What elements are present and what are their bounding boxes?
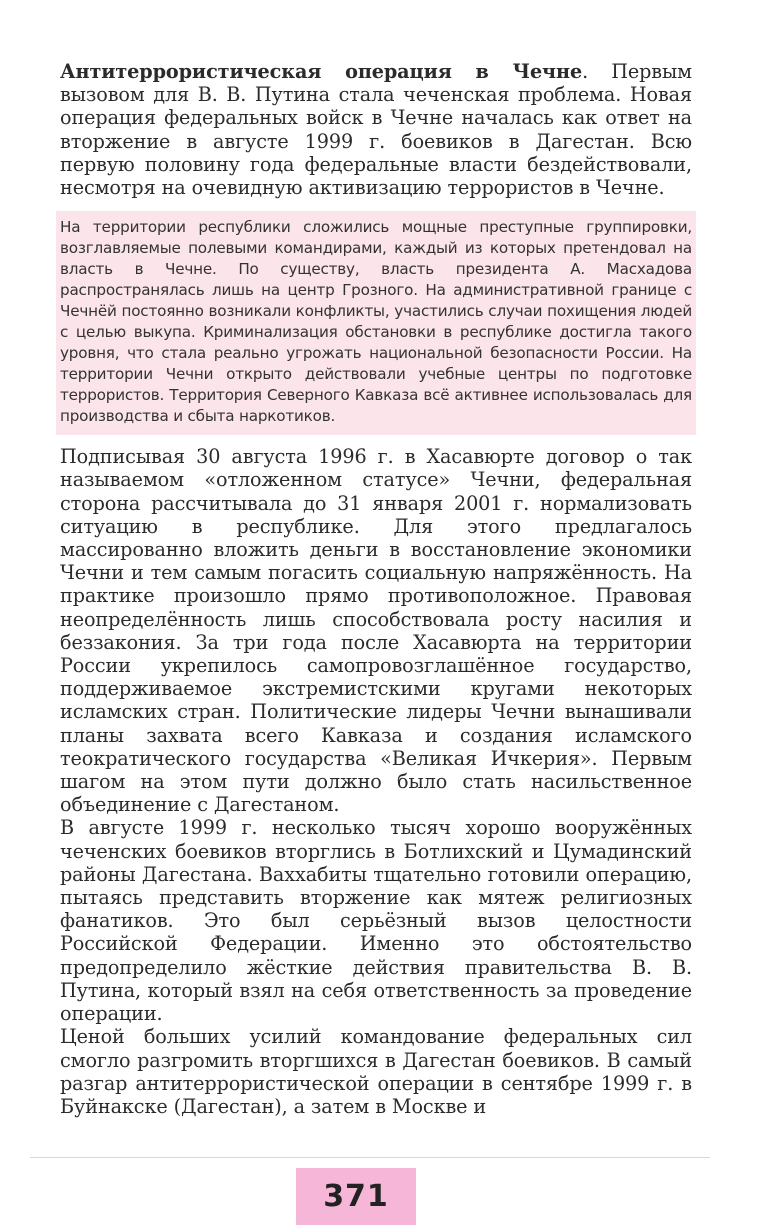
- paragraph-3: Ценой больших усилий командование федеральных сил смогло разгромить вторгшихся в Дагестан боевиков. В самый разгар антитеррористической операции в сентябре 1999 г. в Буйнакске (Дагестан), а затем в Москве и: [60, 1025, 692, 1118]
- page-content: [60, 60, 692, 1118]
- body-text: [60, 445, 692, 1118]
- page-number-badge: [296, 1168, 416, 1225]
- intro-text: . Первым вызовом для В. В. Путина стала чеченская проблема. Новая операция федеральных войск в Чечне началась как ответ на вторжение в августе 1999 г. боевиков в Дагестан. Всю первую половину года федеральные власти бездействовали, несмотря на очевидную активизацию террористов в Чечне.: [60, 60, 692, 200]
- section-intro-block: [60, 60, 692, 199]
- paragraph-1: Подписывая 30 августа 1996 г. в Хасавюрте договор о так называемом «отложенном статусе» Чечни, федеральная сторона рассчитывала до 31 января 2001 г. нормализовать ситуацию в республике. Для этого предлагалось массированно вложить деньги в восстановление экономики Чечни и тем самым погасить социальную напряжённость. На практике произошло прямо противоположное. Правовая неопределённость лишь способствовала росту насилия и беззакония. За три года после Хасавюрта на территории России укрепилось самопровозглашённое государство, поддерживаемое экстремистскими кругами некоторых исламских стран. Политические лидеры Чечни вынашивали планы захвата всего Кавказа и создания исламского теократического государства «Великая Ичкерия». Первым шагом на этом пути должно было стать насильственное объединение с Дагестаном.: [60, 445, 692, 817]
- highlighted-note: [56, 211, 696, 435]
- footer-divider: [30, 1157, 710, 1158]
- section-heading: Антитеррористическая операция в Чечне: [60, 60, 583, 83]
- note-text: На территории республики сложились мощные преступные группировки, возглавляемые полевыми командирами, каждый из которых претендовал на власть в Чечне. По существу, власть президента А. Масхадова распространялась лишь на центр Грозного. На административной границе с Чечнёй постоянно возникали конфликты, участились случаи похищения людей с целью выкупа. Криминализация обстановки в республике достигла такого уровня, что стала реально угрожать национальной безопасности России. На территории Чечни открыто действовали учебные центры по подготовке террористов. Территория Северного Кавказа всё активнее использовалась для производства и сбыта наркотиков.: [60, 218, 692, 426]
- page-number: 371: [323, 1179, 389, 1214]
- intro-paragraph: [60, 60, 692, 199]
- paragraph-2: В августе 1999 г. несколько тысяч хорошо вооружённых чеченских боевиков вторглись в Ботлихский и Цумадинский районы Дагестана. Ваххабиты тщательно готовили операцию, пытаясь представить вторжение как мятеж религиозных фанатиков. Это был серьёзный вызов целостности Российской Федерации. Именно это обстоятельство предопределило жёсткие действия правительства В. В. Путина, который взял на себя ответственность за проведение операции.: [60, 816, 692, 1026]
